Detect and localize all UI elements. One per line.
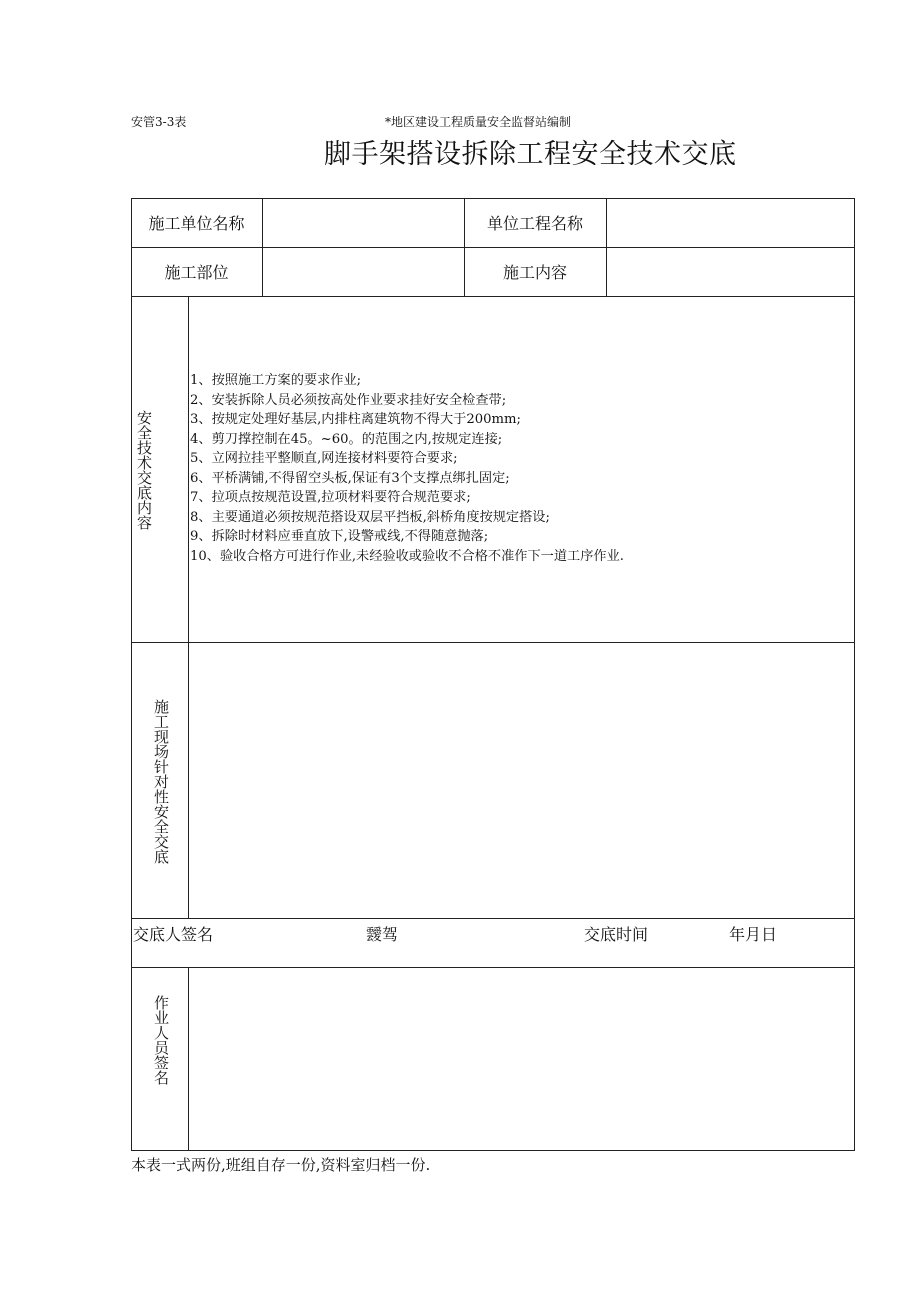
- discloser-signature-value[interactable]: 靉驾: [366, 925, 399, 944]
- construction-unit-field[interactable]: [263, 198, 464, 247]
- list-item: 2、安装拆除人员必须按高处作业要求挂好安全检查带;: [190, 392, 507, 408]
- construction-unit-label: 施工单位名称: [148, 214, 245, 233]
- list-item: 8、主要通道必须按规范搭设双层平挡板,斜桥角度按规定搭设;: [190, 509, 550, 525]
- list-item: 4、剪刀撑控制在45。~60。的范围之内,按规定连接;: [190, 431, 503, 447]
- list-item: 5、立网拉挂平整顺直,网连接材料要符合要求;: [190, 451, 458, 466]
- project-name-label: 单位工程名称: [486, 214, 583, 233]
- safety-disclosure-content: [190, 371, 850, 566]
- disclosure-date-label: 年月日: [729, 925, 778, 944]
- page-title: 脚手架搭设拆除工程安全技术交底: [324, 139, 737, 170]
- issuer-line: *地区建设工程质量安全监督站编制: [385, 115, 572, 129]
- form-code: 安管3-3表: [131, 115, 187, 129]
- list-item: 3、按规定处理好基层,内排柱离建筑物不得大于200mm;: [190, 412, 521, 427]
- construction-part-label: 施工部位: [164, 263, 229, 282]
- site-disclosure-field[interactable]: [189, 643, 854, 918]
- site-disclosure-label: 施工现场针对性安全交底: [152, 698, 170, 864]
- list-item: 7、拉项点按规范设置,拉项材料要符合规范要求;: [190, 490, 471, 505]
- construction-content-field[interactable]: [607, 247, 854, 296]
- list-item: 6、平桥满铺,不得留空头板,保证有3个支撑点绑扎固定;: [190, 470, 510, 486]
- disclosure-time-label: 交底时间: [584, 925, 649, 944]
- worker-signature-field[interactable]: [189, 968, 854, 1150]
- footer-note: 本表一式两份,班组自存一份,资料室归档一份.: [131, 1156, 431, 1174]
- construction-content-label: 施工内容: [502, 263, 567, 282]
- construction-part-field[interactable]: [263, 247, 464, 296]
- project-name-field[interactable]: [607, 198, 854, 247]
- list-item: 9、拆除时材料应垂直放下,设警戒线,不得随意抛落;: [190, 529, 489, 544]
- list-item: 1、按照施工方案的要求作业;: [190, 373, 362, 388]
- list-item: 10、验收合格方可进行作业,未经验收或验收不合格不准作下一道工序作业.: [190, 548, 624, 564]
- worker-signature-label: 作业人员签名: [152, 995, 170, 1085]
- discloser-signature-label: 交底人签名: [133, 925, 214, 944]
- safety-disclosure-label: 安全技术交底内容: [135, 410, 153, 530]
